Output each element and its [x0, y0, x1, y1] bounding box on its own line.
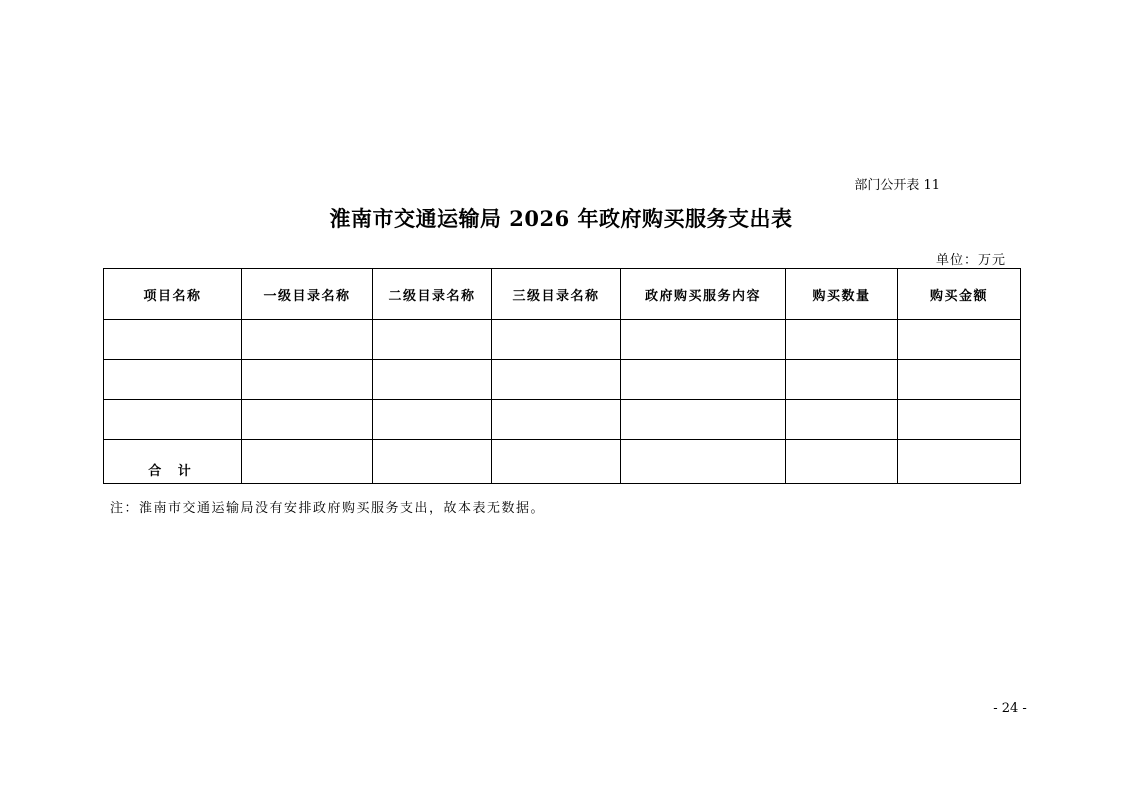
column-header-amount: 购买金额 [898, 269, 1021, 320]
table-cell [786, 320, 898, 360]
unit-label: 单位：万元 [935, 253, 1006, 268]
table-cell [492, 360, 621, 400]
footnote: 注：淮南市交通运输局没有安排政府购买服务支出，故本表无数据。 [110, 501, 546, 516]
table-cell [104, 400, 242, 440]
table-cell [786, 400, 898, 440]
table-cell [492, 440, 621, 484]
total-label: 合 计 [104, 440, 242, 484]
table-cell [621, 360, 786, 400]
table-cell [621, 320, 786, 360]
purchase-services-table [103, 268, 1021, 484]
column-header-quantity: 购买数量 [786, 269, 898, 320]
table-cell [898, 360, 1021, 400]
table-row [104, 320, 1021, 360]
table-cell [621, 440, 786, 484]
table-row [104, 360, 1021, 400]
table-row [104, 400, 1021, 440]
page-number: - 24 - [993, 701, 1027, 716]
table-cell [786, 360, 898, 400]
table-cell [786, 440, 898, 484]
table-cell [373, 320, 492, 360]
table-total-row [104, 440, 1021, 484]
column-header-service-content: 政府购买服务内容 [621, 269, 786, 320]
table-cell [492, 400, 621, 440]
table-cell [242, 440, 373, 484]
column-header-level1-category: 一级目录名称 [242, 269, 373, 320]
table-cell [242, 400, 373, 440]
table-header-row [104, 269, 1021, 320]
table-cell [242, 360, 373, 400]
column-header-level2-category: 二级目录名称 [373, 269, 492, 320]
column-header-project-name: 项目名称 [104, 269, 242, 320]
table-cell [373, 440, 492, 484]
table-cell [898, 440, 1021, 484]
table-cell [104, 320, 242, 360]
table-cell [898, 400, 1021, 440]
table-cell [242, 320, 373, 360]
table-cell [492, 320, 621, 360]
table-cell [898, 320, 1021, 360]
table-cell [373, 400, 492, 440]
document-title: 淮南市交通运输局 2026 年政府购买服务支出表 [329, 206, 793, 231]
table-number-label: 部门公开表 11 [854, 178, 940, 193]
table-cell [373, 360, 492, 400]
column-header-level3-category: 三级目录名称 [492, 269, 621, 320]
table-cell [621, 400, 786, 440]
table-cell [104, 360, 242, 400]
